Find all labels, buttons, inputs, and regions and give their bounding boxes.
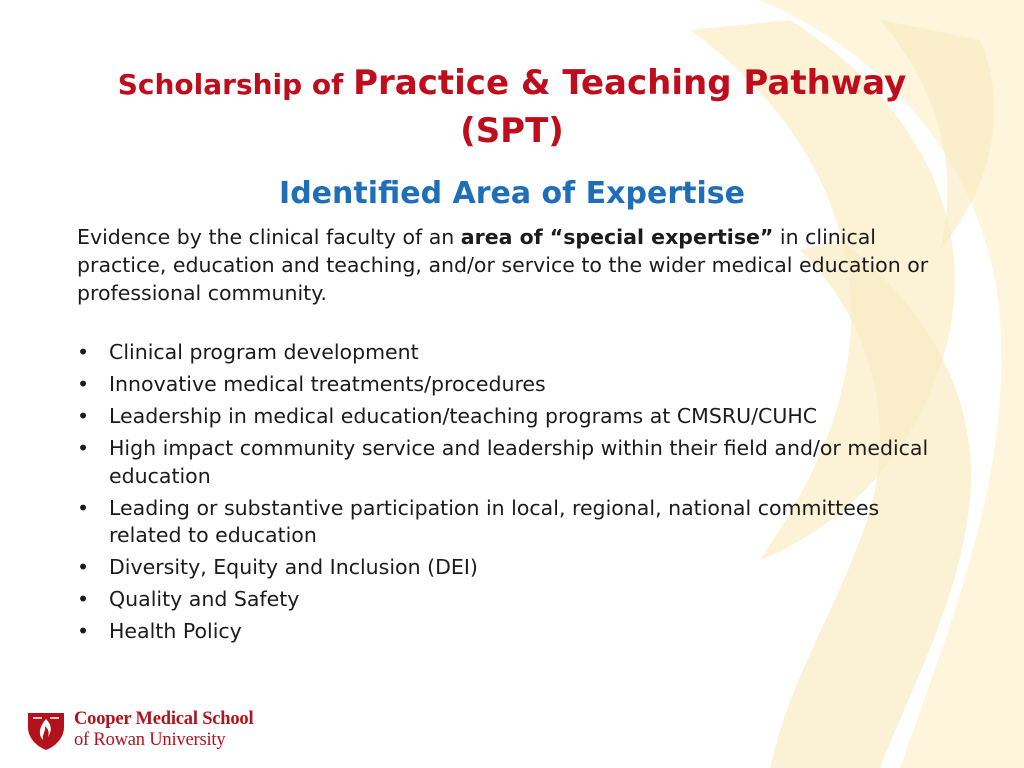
- bullet-marker: •: [77, 340, 90, 364]
- slide-title: [60, 62, 964, 158]
- bullet-marker: •: [77, 555, 90, 579]
- list-item-text: Quality and Safety: [109, 587, 300, 611]
- intro-text-before: Evidence by the clinical faculty of an: [77, 225, 461, 249]
- school-logo: [26, 707, 286, 755]
- list-item-text: High impact community service and leadership within their field and/or medical education: [109, 436, 929, 488]
- title-prefix: Scholarship of: [117, 68, 354, 101]
- intro-text-after: in clinical practice, education and teaching, and/or service to the wider medical education or professional community.: [77, 225, 929, 305]
- list-item-text: Leadership in medical education/teaching programs at CMSRU/CUHC: [109, 404, 818, 428]
- title-line2: (SPT): [460, 111, 564, 151]
- bullet-list: [77, 339, 937, 650]
- list-item: [77, 554, 937, 582]
- list-item-text: Leading or substantive participation in local, regional, national committees related to education: [109, 495, 880, 547]
- list-item: [77, 586, 937, 614]
- intro-text-bold: area of “special expertise”: [460, 225, 774, 249]
- slide-subtitle: Identified Area of Expertise: [279, 176, 745, 211]
- list-item: [77, 618, 937, 646]
- bullet-marker: •: [77, 436, 90, 460]
- logo-line2: of Rowan University: [74, 730, 226, 750]
- bullet-marker: •: [77, 587, 90, 611]
- list-item-text: Health Policy: [109, 619, 242, 643]
- intro-paragraph: [77, 223, 957, 307]
- bullet-marker: •: [77, 404, 90, 428]
- bullet-marker: •: [77, 619, 90, 643]
- bullet-marker: •: [77, 372, 90, 396]
- list-item: [77, 435, 937, 490]
- list-item: [77, 371, 937, 399]
- shield-flame-icon: [26, 709, 66, 751]
- list-item-text: Diversity, Equity and Inclusion (DEI): [109, 555, 478, 579]
- list-item: [77, 495, 937, 550]
- title-main: Practice & Teaching Pathway: [353, 63, 907, 103]
- logo-line1: Cooper Medical School: [74, 709, 254, 729]
- list-item-text: Innovative medical treatments/procedures: [109, 372, 546, 396]
- bullet-marker: •: [77, 495, 90, 520]
- list-item: [77, 403, 937, 431]
- list-item: [77, 339, 937, 367]
- list-item-text: Clinical program development: [109, 340, 419, 364]
